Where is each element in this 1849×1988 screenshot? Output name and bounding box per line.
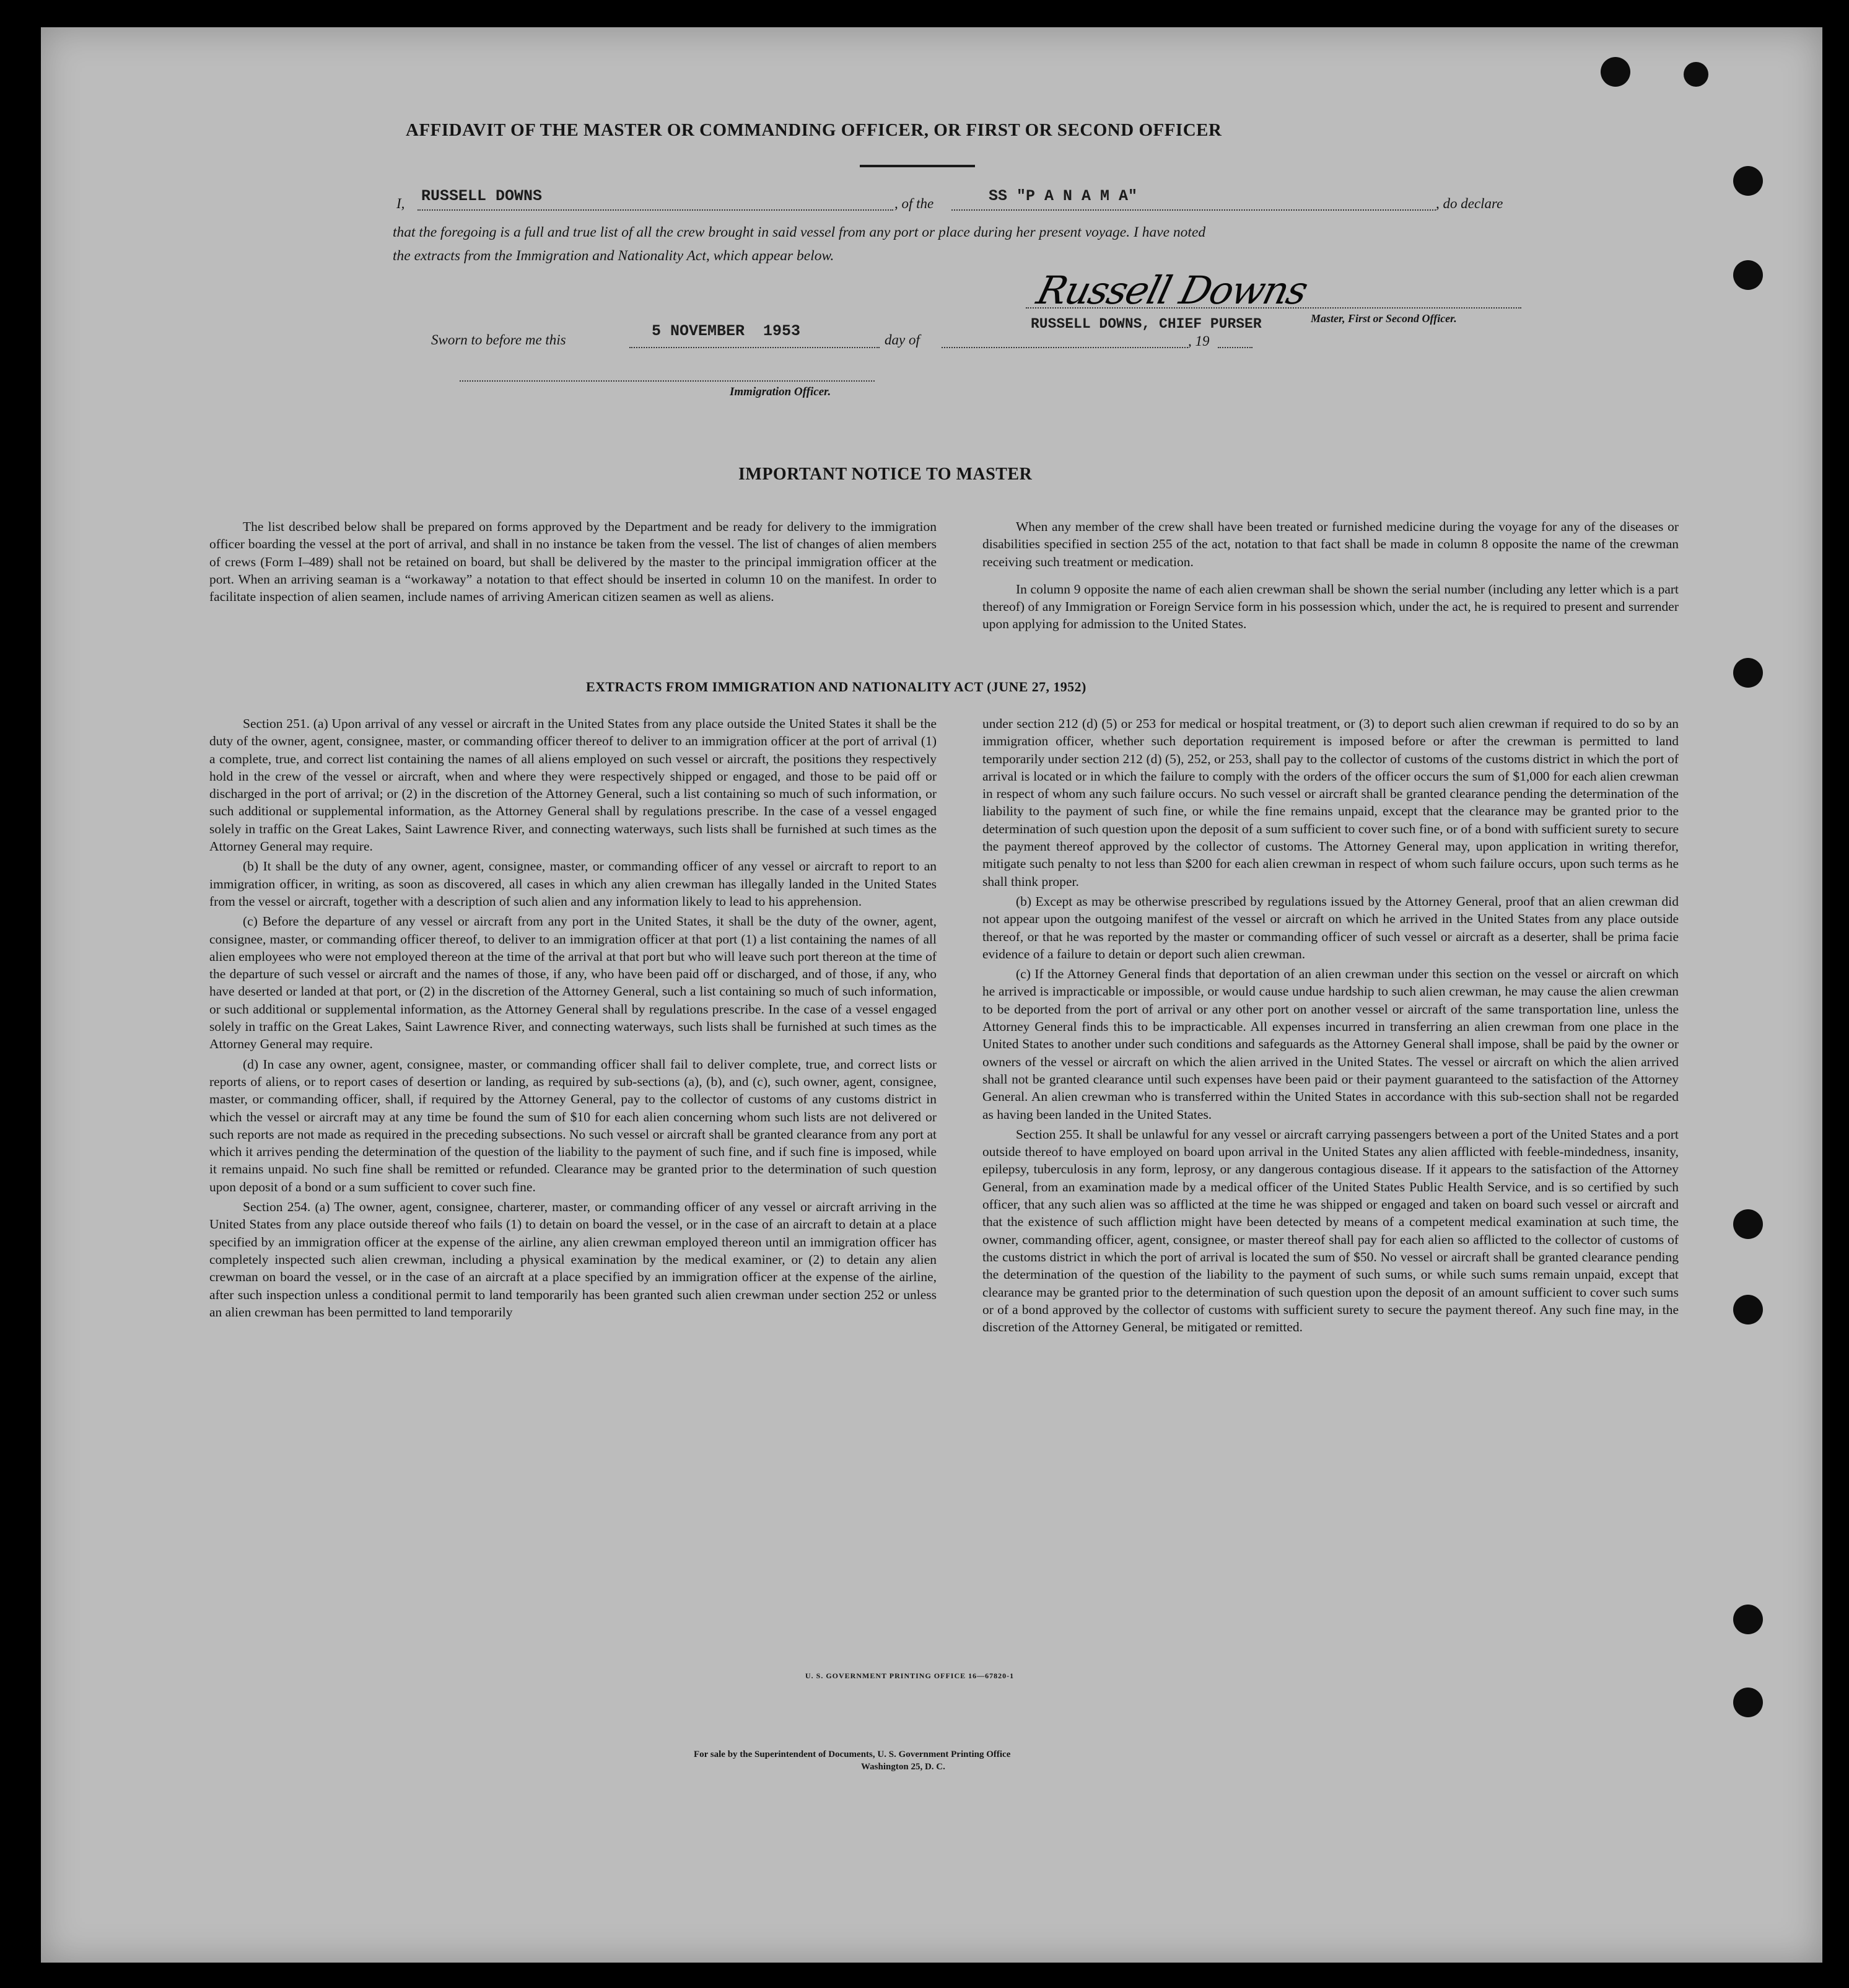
notice-left-column: [209, 518, 937, 608]
section-251-c: (c) Before the departure of any vessel or aircraft from any port in the United States, it shall be the duty of the owner, agent, consignee, master, or commanding officer thereof, to deliver to an immigration officer at that port (1) a list containing the names of all alien employees who were not employed thereon at the time of the arrival at that port but who will leave such port thereon at the time of the departure of such vessel or aircraft and the names of those, if any, who have been paid off or discharged, and of those, if any, who have deserted or landed at that port, or (2) in the discretion of the Attorney General, such a list containing so much of such information, or such additional or supplemental information, as the Attorney General shall by regulations prescribe. In the case of a vessel engaged solely in traffic on the Great Lakes, Saint Lawrence River, and connecting waterways, such lists shall be furnished at such times as the Attorney General may require.: [209, 914, 937, 1052]
master-signature: Russell Downs: [1032, 268, 1312, 313]
punch-hole: [1601, 57, 1630, 87]
section-255: Section 255. It shall be unlawful for any vessel or aircraft carrying passengers between a port of the United States and a port outside thereof to have employed on board upon arrival in the United States any alien afflicted with feeble-mindedness, insanity, epilepsy, tuberculosis in any form, leprosy, or any dangerous contagious disease. If it appears to the satisfaction of the Attorney General, from an examination made by a medical officer of the United States Public Health Service, and is so certified by such officer, that any such alien was so afflicted at the time he was shipped or engaged and taken on board such vessel or aircraft and that the existence of such affliction might have been detected by means of a competent medical examination at such time, the owner, commanding officer, agent, consignee, or master thereof shall pay for each alien so afflicted to the collector of customs of the customs district in which the port of arrival is located the sum of $50. No vessel or aircraft shall be granted clearance pending the determination of the question of the liability to the payment of such sums, or while such sums remain unpaid, except that clearance may be granted prior to the determination of such question upon the deposit of an amount sufficient to cover such sums or of a bond approved by the collector of customs with sufficient surety to secure the payment thereof. Any such fine may, in the discretion of the Attorney General, be mitigated or remitted.: [982, 1126, 1679, 1335]
punch-hole: [1733, 1295, 1763, 1325]
section-254-c: (c) If the Attorney General finds that deportation of an alien crewman under this section on the vessel or aircraft on which he arrived is impracticable or impossible, or would cause undue hardship to such alien crewman, he may cause the alien crewman to be deported from the port of arrival or any other port on another vessel or aircraft of the same transportation line, unless the Attorney General finds this to be impracticable. All expenses incurred in transferring an alien crewman from one place in the United States to another under such conditions and safeguards as the Attorney General shall impose, shall be paid by the owner or owners of the vessel or aircraft on which the alien arrived in the United States. The vessel or aircraft on which the alien arrived shall not be granted clearance until such expenses have been paid or their payment guaranteed to the satisfaction of the Attorney General. An alien crewman who is transferred within the United States in accordance with this sub-section shall not be regarded as having been landed in the United States.: [982, 966, 1679, 1122]
notice-title: IMPORTANT NOTICE TO MASTER: [738, 465, 1033, 484]
signer-typed-name: RUSSELL DOWNS, CHIEF PURSER: [1031, 316, 1262, 332]
punch-hole: [1684, 62, 1708, 87]
immigration-officer-label: Immigration Officer.: [730, 385, 831, 398]
section-254-a-continued: under section 212 (d) (5) or 253 for medical or hospital treatment, or (3) to deport such alien crewman if required to do so by an immigration officer, whether such deportation requirement is imposed before or after the crewman is permitted to land temporarily under section 212 (d) (5), 252, or 253, shall pay to the collector of customs of the customs district in which the port of arrival is located or in which the failure to comply with the orders of the officer occurs the sum of $1,000 for each alien crewman in respect of whom any such failure occurs. No such vessel or aircraft shall be granted clearance pending the determination of the liability to the payment of such fine, or while the fine remains unpaid, except that the clearance may be granted prior to the determination of such question upon the deposit of a sum sufficient to cover such fine, or of a bond with sufficient surety to secure the payment thereof approved by the collector of customs. The Attorney General may, upon application in writing therefor, mitigate such penalty to not less than $200 for each alien crewman in respect of whom such failure occurs, upon such terms as he shall think proper.: [982, 716, 1679, 889]
title-underline: [860, 165, 975, 167]
of-the-label: , of the: [894, 196, 934, 211]
statement-line-2: the extracts from the Immigration and Nationality Act, which appear below.: [393, 248, 834, 264]
notice-right-paragraph-2: In column 9 opposite the name of each alien crewman shall be shown the serial number (including any letter which is a part thereof) of any Immigration or Foreign Service form in his possession which, under the act, he is required to present and surrender upon applying for admission to the United States.: [982, 581, 1679, 632]
section-254-a: Section 254. (a) The owner, agent, consignee, charterer, master, or commanding officer of any vessel or aircraft arriving in the United States from any place outside thereof who fails (1) to detain on board the vessel, or in the case of an aircraft to detain at a place specified by an immigration officer at the expense of the airline, any alien crewman employed thereon until an immigration officer has completely inspected such alien crewman, including a physical examination by the medical examiner, or (2) to detain any alien crewman on board the vessel, or in the case of an aircraft at a place specified by an immigration officer at the expense of the airline, after such inspection unless a conditional permit to land temporarily has been granted such alien crewman under section 252 or unless an alien crewman has been permitted to land temporarily: [209, 1199, 937, 1320]
immigration-officer-line: [460, 380, 875, 382]
notice-right-column: [982, 518, 1679, 636]
punch-hole: [1733, 1688, 1763, 1717]
affidavit-title: AFFIDAVIT OF THE MASTER OR COMMANDING OFFICER, OR FIRST OR SECOND OFFICER: [406, 120, 1222, 140]
day-of-line: [942, 347, 1188, 348]
punch-hole: [1733, 260, 1763, 290]
master-name-field: RUSSELL DOWNS: [421, 187, 543, 205]
do-declare-label: , do declare: [1436, 196, 1503, 211]
vessel-name-field: SS "P A N A M A": [989, 187, 1138, 205]
section-251-d: (d) In case any owner, agent, consignee, master, or commanding officer shall fail to deliver complete, true, and correct lists or reports of aliens, or to report cases of desertion or landing, as required by sub-sections (a), (b), and (c), such owner, agent, consignee, master, or commanding officer, shall, if required by the Attorney General, pay to the collector of customs of any customs district in which the vessel or aircraft may at any time be found the sum of $10 for each alien concerning whom such lists are not delivered or such reports are not made as required in the preceding subsections. No such vessel or aircraft shall be granted clearance from any port at which it arrives pending the determination of the question of the liability to the payment of such fine, and if such fine is imposed, while it remains unpaid. No such fine shall be remitted or refunded. Clearance may be granted prior to the determination of such question upon deposit of a bond or a sum sufficient to cover such fine.: [209, 1056, 937, 1194]
sworn-label: Sworn to before me this: [431, 332, 566, 348]
extracts-title: EXTRACTS FROM IMMIGRATION AND NATIONALITY ACT (JUNE 27, 1952): [586, 679, 1086, 694]
extracts-left-column: [209, 715, 937, 1323]
year-label: , 19: [1188, 333, 1210, 349]
printing-office-line: U. S. GOVERNMENT PRINTING OFFICE 16—67820-1: [805, 1671, 1015, 1680]
master-name-line: [417, 209, 893, 211]
vessel-name-line: [951, 209, 1436, 211]
sale-notice-line-1: For sale by the Superintendent of Documents, U. S. Government Printing Office: [694, 1749, 1011, 1759]
notice-right-paragraph-1: When any member of the crew shall have been treated or furnished medicine during the voyage for any of the diseases or disabilities specified in section 255 of the act, notation to that fact shall be made in column 8 opposite the name of the crewman receiving such treatment or medication.: [982, 519, 1679, 569]
section-251-b: (b) It shall be the duty of any owner, agent, consignee, master, or commanding officer of any vessel or aircraft to report to an immigration officer, in writing, as soon as discovered, all cases in which any alien crewman has illegally landed in the United States from the vessel or aircraft, together with a description of such alien and any information likely to lead to his apprehension.: [209, 859, 937, 909]
punch-hole: [1733, 1605, 1763, 1634]
extracts-right-column: [982, 715, 1679, 1338]
sale-notice-line-2: Washington 25, D. C.: [861, 1762, 945, 1772]
signer-role-label: Master, First or Second Officer.: [1311, 312, 1457, 325]
day-of-label: day of: [885, 332, 920, 348]
year-line: [1218, 347, 1252, 348]
punch-hole: [1733, 166, 1763, 196]
section-251-a: Section 251. (a) Upon arrival of any vessel or aircraft in the United States from any place outside the United States it shall be the duty of the owner, agent, consignee, master, or commanding officer thereof to deliver to an immigration officer at the port of arrival (1) a complete, true, and correct list containing the names of all aliens employed on such vessel or aircraft, the positions they respectively hold in the crew of the vessel or aircraft, when and where they were respectively shipped or engaged, and those to be paid off or discharged in the port of arrival; or (2) in the discretion of the Attorney General, such a list containing so much of such information, or such additional or supplemental information, as the Attorney General shall by regulations prescribe. In the case of a vessel engaged solely in traffic on the Great Lakes, Saint Lawrence River, and connecting waterways, such lists shall be furnished at such times as the Attorney General may require.: [209, 716, 937, 854]
sworn-date-line: [629, 347, 880, 348]
section-254-b: (b) Except as may be otherwise prescribed by regulations issued by the Attorney General, proof that an alien crewman did not appear upon the outgoing manifest of the vessel or aircraft on which he arrived in the United States from any place outside thereof, or that he was reported by the master or commanding officer of such vessel or aircraft as a deserter, shall be prima facie evidence of a failure to detain or deport such alien crewman.: [982, 893, 1679, 961]
sworn-date-field: 5 NOVEMBER 1953: [652, 322, 801, 340]
punch-hole: [1733, 1209, 1763, 1239]
punch-hole: [1733, 658, 1763, 688]
notice-left-paragraph: The list described below shall be prepared on forms approved by the Department and be ready for delivery to the immigration officer boarding the vessel at the port of arrival, and shall in no instance be taken from the vessel. The list of changes of alien members of crews (Form I–489) shall not be retained on board, but shall be delivered by the master to the principal immigration officer at the port. When an arriving seaman is a “workaway” a notation to that effect should be inserted in column 10 on the manifest. In order to facilitate inspection of alien seamen, include names of arriving American citizen seamen as well as aliens.: [209, 519, 937, 605]
statement-line-1: that the foregoing is a full and true list of all the crew brought in said vessel from any port or place during her present voyage. I have noted: [393, 224, 1206, 240]
i-label: I,: [396, 196, 405, 211]
document-page: [41, 27, 1822, 1963]
signature-line: [1026, 307, 1521, 309]
